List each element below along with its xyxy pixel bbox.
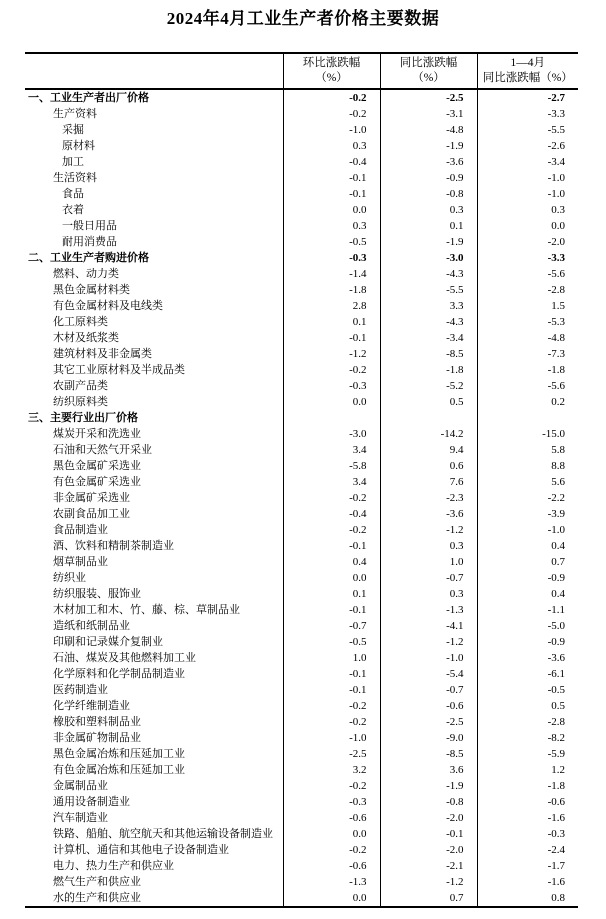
- row-label: 生活资料: [53, 172, 97, 184]
- table-header: [25, 53, 578, 89]
- row-value-ytd: -2.6: [477, 138, 578, 154]
- table-row: [25, 474, 578, 490]
- price-data-table: [25, 52, 578, 908]
- row-value-ytd: 0.3: [477, 202, 578, 218]
- table-row: [25, 426, 578, 442]
- row-label: 非金属矿采选业: [53, 492, 130, 504]
- row-value-ytd: -5.9: [477, 746, 578, 762]
- row-value-ytd: -5.6: [477, 266, 578, 282]
- table-row: [25, 506, 578, 522]
- row-value-ytd: 5.8: [477, 442, 578, 458]
- row-value-ytd: -1.1: [477, 602, 578, 618]
- row-value-ytd: -15.0: [477, 426, 578, 442]
- row-value-ytd: -6.1: [477, 666, 578, 682]
- row-value-mom: 0.0: [283, 394, 380, 410]
- row-value-yoy: -0.1: [380, 826, 477, 842]
- table-row: [25, 650, 578, 666]
- row-value-mom: -0.4: [283, 154, 380, 170]
- table-row: [25, 602, 578, 618]
- row-value-ytd: -1.8: [477, 362, 578, 378]
- table-row: [25, 218, 578, 234]
- row-label: 煤炭开采和洗选业: [53, 428, 141, 440]
- row-value-yoy: -3.6: [380, 154, 477, 170]
- row-label: 耐用消费品: [62, 236, 117, 248]
- row-value-yoy: 1.0: [380, 554, 477, 570]
- table-row: [25, 106, 578, 122]
- row-label: 采掘: [62, 124, 84, 136]
- row-value-yoy: -1.3: [380, 602, 477, 618]
- row-value-mom: -0.2: [283, 522, 380, 538]
- row-value-ytd: -7.3: [477, 346, 578, 362]
- row-label: 农副食品加工业: [53, 508, 130, 520]
- table-row: [25, 698, 578, 714]
- row-value-yoy: -2.5: [380, 89, 477, 106]
- row-value-ytd: -2.0: [477, 234, 578, 250]
- row-label: 黑色金属冶炼和压延加工业: [53, 748, 185, 760]
- row-label: 铁路、船舶、航空航天和其他运输设备制造业: [53, 828, 273, 840]
- table-row: [25, 586, 578, 602]
- row-value-mom: [283, 410, 380, 426]
- row-label: 化学纤维制造业: [53, 700, 130, 712]
- row-value-mom: -0.2: [283, 714, 380, 730]
- row-label: 印刷和记录媒介复制业: [53, 636, 163, 648]
- table-row: [25, 154, 578, 170]
- row-label: 通用设备制造业: [53, 796, 130, 808]
- row-value-ytd: -2.2: [477, 490, 578, 506]
- row-value-ytd: 5.6: [477, 474, 578, 490]
- table-row: [25, 634, 578, 650]
- row-label: 建筑材料及非金属类: [53, 348, 152, 360]
- row-value-ytd: -0.6: [477, 794, 578, 810]
- row-value-mom: -0.1: [283, 682, 380, 698]
- row-value-mom: -0.6: [283, 858, 380, 874]
- row-value-mom: -0.2: [283, 842, 380, 858]
- table-row: [25, 522, 578, 538]
- row-value-ytd: -1.6: [477, 810, 578, 826]
- row-value-yoy: -1.9: [380, 234, 477, 250]
- row-value-yoy: -1.8: [380, 362, 477, 378]
- table-row: [25, 570, 578, 586]
- table-row: [25, 298, 578, 314]
- column-header-mom: [283, 53, 380, 89]
- row-value-yoy: 9.4: [380, 442, 477, 458]
- table-row: [25, 874, 578, 890]
- row-value-yoy: -3.6: [380, 506, 477, 522]
- row-value-mom: -0.1: [283, 666, 380, 682]
- row-value-ytd: -0.5: [477, 682, 578, 698]
- table-row: [25, 826, 578, 842]
- column-header-mom-line2: （%）: [315, 72, 348, 84]
- table-row: [25, 122, 578, 138]
- row-value-yoy: -9.0: [380, 730, 477, 746]
- row-value-mom: 0.3: [283, 218, 380, 234]
- table-row: [25, 362, 578, 378]
- row-value-yoy: 3.3: [380, 298, 477, 314]
- table-row: [25, 378, 578, 394]
- row-value-yoy: -1.2: [380, 522, 477, 538]
- row-label: 烟草制品业: [53, 556, 108, 568]
- table-row: [25, 234, 578, 250]
- row-value-ytd: -3.3: [477, 250, 578, 266]
- row-label: 加工: [62, 156, 84, 168]
- row-value-ytd: -5.6: [477, 378, 578, 394]
- row-value-yoy: -0.8: [380, 186, 477, 202]
- row-value-mom: -0.1: [283, 602, 380, 618]
- row-value-ytd: -8.2: [477, 730, 578, 746]
- row-value-yoy: -3.1: [380, 106, 477, 122]
- column-header-yoy: [380, 53, 477, 89]
- row-label: 有色金属矿采选业: [53, 476, 141, 488]
- row-value-mom: 0.1: [283, 314, 380, 330]
- row-value-mom: 3.4: [283, 442, 380, 458]
- row-label: 食品制造业: [53, 524, 108, 536]
- column-header-yoy-line1: 同比涨跌幅: [399, 57, 458, 69]
- row-value-mom: -0.3: [283, 250, 380, 266]
- row-value-yoy: -2.0: [380, 842, 477, 858]
- row-value-mom: -1.8: [283, 282, 380, 298]
- row-value-ytd: -2.8: [477, 714, 578, 730]
- row-value-yoy: 3.6: [380, 762, 477, 778]
- row-value-ytd: 0.0: [477, 218, 578, 234]
- row-label: 有色金属材料及电线类: [53, 300, 163, 312]
- row-label: 化学原料和化学制品制造业: [53, 668, 185, 680]
- row-value-mom: -1.0: [283, 730, 380, 746]
- row-label: 非金属矿物制品业: [53, 732, 141, 744]
- row-label: 农副产品类: [53, 380, 108, 392]
- table-row: [25, 186, 578, 202]
- row-value-yoy: -4.8: [380, 122, 477, 138]
- row-label: 衣着: [62, 204, 84, 216]
- row-value-mom: -5.8: [283, 458, 380, 474]
- row-label: 石油、煤炭及其他燃料加工业: [53, 652, 196, 664]
- row-value-yoy: 0.1: [380, 218, 477, 234]
- row-value-yoy: -2.1: [380, 858, 477, 874]
- row-value-ytd: [477, 410, 578, 426]
- row-value-mom: -3.0: [283, 426, 380, 442]
- row-value-yoy: [380, 410, 477, 426]
- row-value-mom: 3.4: [283, 474, 380, 490]
- row-value-ytd: 0.4: [477, 538, 578, 554]
- row-value-mom: -0.1: [283, 538, 380, 554]
- row-label: 燃气生产和供应业: [53, 876, 141, 888]
- table-row: [25, 266, 578, 282]
- table-row: [25, 410, 578, 426]
- row-value-mom: -0.1: [283, 170, 380, 186]
- row-value-ytd: 0.4: [477, 586, 578, 602]
- row-value-yoy: -4.3: [380, 314, 477, 330]
- row-label: 水的生产和供应业: [25, 890, 283, 907]
- row-value-ytd: -2.8: [477, 282, 578, 298]
- row-value-mom: -0.5: [283, 234, 380, 250]
- row-value-ytd: -1.7: [477, 858, 578, 874]
- row-value-ytd: -1.0: [477, 522, 578, 538]
- row-value-ytd: 1.2: [477, 762, 578, 778]
- row-value-mom: -0.2: [283, 778, 380, 794]
- row-value-ytd: -2.4: [477, 842, 578, 858]
- row-value-ytd: -1.6: [477, 874, 578, 890]
- column-header-mom-line1: 环比涨跌幅: [302, 57, 361, 69]
- table-row: [25, 682, 578, 698]
- row-value-yoy: -8.5: [380, 346, 477, 362]
- row-value-yoy: -0.7: [380, 570, 477, 586]
- row-label: 一、工业生产者出厂价格: [28, 92, 149, 104]
- row-value-yoy: 0.6: [380, 458, 477, 474]
- row-value-yoy: -2.5: [380, 714, 477, 730]
- table-row: [25, 89, 578, 106]
- row-label: 纺织原料类: [53, 396, 108, 408]
- row-value-yoy: -5.2: [380, 378, 477, 394]
- row-value-mom: 0.4: [283, 554, 380, 570]
- row-value-yoy: 0.5: [380, 394, 477, 410]
- row-label: 黑色金属矿采选业: [53, 460, 141, 472]
- header-row: [25, 53, 578, 89]
- row-label: 电力、热力生产和供应业: [53, 860, 174, 872]
- row-label: 原材料: [62, 140, 95, 152]
- table-row: [25, 810, 578, 826]
- row-value-mom: 3.2: [283, 762, 380, 778]
- row-value-ytd: -5.5: [477, 122, 578, 138]
- row-value-ytd: 1.5: [477, 298, 578, 314]
- row-value-yoy: -0.9: [380, 170, 477, 186]
- row-value-yoy: -1.9: [380, 778, 477, 794]
- table-row: [25, 842, 578, 858]
- table-row: [25, 138, 578, 154]
- row-value-ytd: 8.8: [477, 458, 578, 474]
- table-row: [25, 458, 578, 474]
- row-label: 生产资料: [53, 108, 97, 120]
- row-value-ytd: 0.8: [477, 890, 578, 907]
- row-label: 化工原料类: [53, 316, 108, 328]
- table-row: [25, 762, 578, 778]
- row-label: 橡胶和塑料制品业: [53, 716, 141, 728]
- row-value-yoy: -1.9: [380, 138, 477, 154]
- row-value-yoy: -4.1: [380, 618, 477, 634]
- row-value-mom: -0.5: [283, 634, 380, 650]
- row-value-yoy: -14.2: [380, 426, 477, 442]
- row-value-mom: 0.0: [283, 890, 380, 907]
- row-value-ytd: -1.0: [477, 170, 578, 186]
- row-value-ytd: -0.9: [477, 634, 578, 650]
- row-value-ytd: 0.2: [477, 394, 578, 410]
- row-value-yoy: 7.6: [380, 474, 477, 490]
- row-value-yoy: -1.0: [380, 650, 477, 666]
- table-row: [25, 346, 578, 362]
- row-label: 金属制品业: [53, 780, 108, 792]
- row-value-yoy: -1.2: [380, 874, 477, 890]
- row-value-ytd: 0.7: [477, 554, 578, 570]
- table-row: [25, 538, 578, 554]
- row-value-ytd: -3.9: [477, 506, 578, 522]
- table-row: [25, 170, 578, 186]
- row-value-yoy: -1.2: [380, 634, 477, 650]
- table-row: [25, 666, 578, 682]
- header-label-column: [25, 53, 283, 89]
- column-header-ytd-line1: 1—4月: [510, 57, 545, 69]
- row-value-mom: 0.0: [283, 202, 380, 218]
- row-value-yoy: -5.5: [380, 282, 477, 298]
- row-label: 木材加工和木、竹、藤、棕、草制品业: [53, 604, 240, 616]
- row-label: 燃料、动力类: [53, 268, 119, 280]
- table-row: [25, 202, 578, 218]
- table-row: [25, 890, 578, 907]
- row-value-mom: -1.2: [283, 346, 380, 362]
- row-value-mom: -2.5: [283, 746, 380, 762]
- row-value-mom: 2.8: [283, 298, 380, 314]
- row-value-yoy: -0.7: [380, 682, 477, 698]
- table-row: [25, 618, 578, 634]
- table-body: [25, 89, 578, 907]
- row-value-mom: 0.3: [283, 138, 380, 154]
- row-value-ytd: -1.8: [477, 778, 578, 794]
- row-label: 汽车制造业: [53, 812, 108, 824]
- table-row: [25, 778, 578, 794]
- row-value-yoy: -3.0: [380, 250, 477, 266]
- row-value-mom: 0.1: [283, 586, 380, 602]
- row-value-yoy: -2.0: [380, 810, 477, 826]
- row-value-ytd: -2.7: [477, 89, 578, 106]
- row-value-yoy: -3.4: [380, 330, 477, 346]
- row-value-mom: -0.2: [283, 490, 380, 506]
- row-label: 有色金属冶炼和压延加工业: [53, 764, 185, 776]
- row-value-mom: 0.0: [283, 826, 380, 842]
- row-value-yoy: 0.3: [380, 586, 477, 602]
- row-value-mom: -0.3: [283, 378, 380, 394]
- row-value-mom: -0.1: [283, 186, 380, 202]
- row-value-yoy: -2.3: [380, 490, 477, 506]
- row-label: 医药制造业: [53, 684, 108, 696]
- column-header-ytd-line2: 同比涨跌幅（%）: [482, 72, 573, 84]
- row-label: 纺织服装、服饰业: [53, 588, 141, 600]
- column-header-ytd: [477, 53, 578, 89]
- row-label: 一般日用品: [62, 220, 117, 232]
- row-value-ytd: -4.8: [477, 330, 578, 346]
- row-value-mom: -0.6: [283, 810, 380, 826]
- row-label: 纺织业: [53, 572, 86, 584]
- row-value-mom: -1.3: [283, 874, 380, 890]
- row-label: 计算机、通信和其他电子设备制造业: [53, 844, 229, 856]
- table-row: [25, 794, 578, 810]
- row-value-yoy: -5.4: [380, 666, 477, 682]
- row-value-mom: -0.3: [283, 794, 380, 810]
- row-value-mom: -1.0: [283, 122, 380, 138]
- table-row: [25, 314, 578, 330]
- table-row: [25, 714, 578, 730]
- row-label: 二、工业生产者购进价格: [28, 252, 149, 264]
- table-row: [25, 394, 578, 410]
- row-value-ytd: -3.6: [477, 650, 578, 666]
- row-value-mom: 1.0: [283, 650, 380, 666]
- row-value-mom: -0.2: [283, 106, 380, 122]
- column-header-yoy-line2: （%）: [412, 72, 445, 84]
- row-value-ytd: -3.4: [477, 154, 578, 170]
- table-row: [25, 746, 578, 762]
- row-label: 食品: [62, 188, 84, 200]
- row-label: 黑色金属材料类: [53, 284, 130, 296]
- row-value-ytd: -5.3: [477, 314, 578, 330]
- table-row: [25, 330, 578, 346]
- row-value-yoy: 0.3: [380, 202, 477, 218]
- row-value-yoy: -8.5: [380, 746, 477, 762]
- row-label: 三、主要行业出厂价格: [28, 412, 138, 424]
- row-value-mom: -0.2: [283, 89, 380, 106]
- row-label: 石油和天然气开采业: [53, 444, 152, 456]
- table-row: [25, 554, 578, 570]
- page-title: 2024年4月工业生产者价格主要数据: [166, 9, 440, 28]
- table-row: [25, 730, 578, 746]
- row-value-ytd: 0.5: [477, 698, 578, 714]
- row-value-yoy: -0.6: [380, 698, 477, 714]
- table-row: [25, 490, 578, 506]
- table-row: [25, 282, 578, 298]
- row-value-ytd: -3.3: [477, 106, 578, 122]
- row-value-yoy: -0.8: [380, 794, 477, 810]
- row-value-ytd: -0.3: [477, 826, 578, 842]
- row-value-ytd: -0.9: [477, 570, 578, 586]
- row-value-yoy: 0.3: [380, 538, 477, 554]
- row-value-ytd: -5.0: [477, 618, 578, 634]
- row-value-ytd: -1.0: [477, 186, 578, 202]
- row-value-mom: -0.2: [283, 698, 380, 714]
- row-value-mom: -0.1: [283, 330, 380, 346]
- table-row: [25, 250, 578, 266]
- row-label: 木材及纸浆类: [53, 332, 119, 344]
- row-value-mom: -0.2: [283, 362, 380, 378]
- row-value-mom: -1.4: [283, 266, 380, 282]
- row-label: 造纸和纸制品业: [53, 620, 130, 632]
- row-value-mom: -0.4: [283, 506, 380, 522]
- table-row: [25, 858, 578, 874]
- row-label: 其它工业原材料及半成品类: [53, 364, 185, 376]
- row-label: 酒、饮料和精制茶制造业: [53, 540, 174, 552]
- row-value-yoy: -4.3: [380, 266, 477, 282]
- row-value-mom: 0.0: [283, 570, 380, 586]
- row-value-mom: -0.7: [283, 618, 380, 634]
- table-row: [25, 442, 578, 458]
- row-value-yoy: 0.7: [380, 890, 477, 907]
